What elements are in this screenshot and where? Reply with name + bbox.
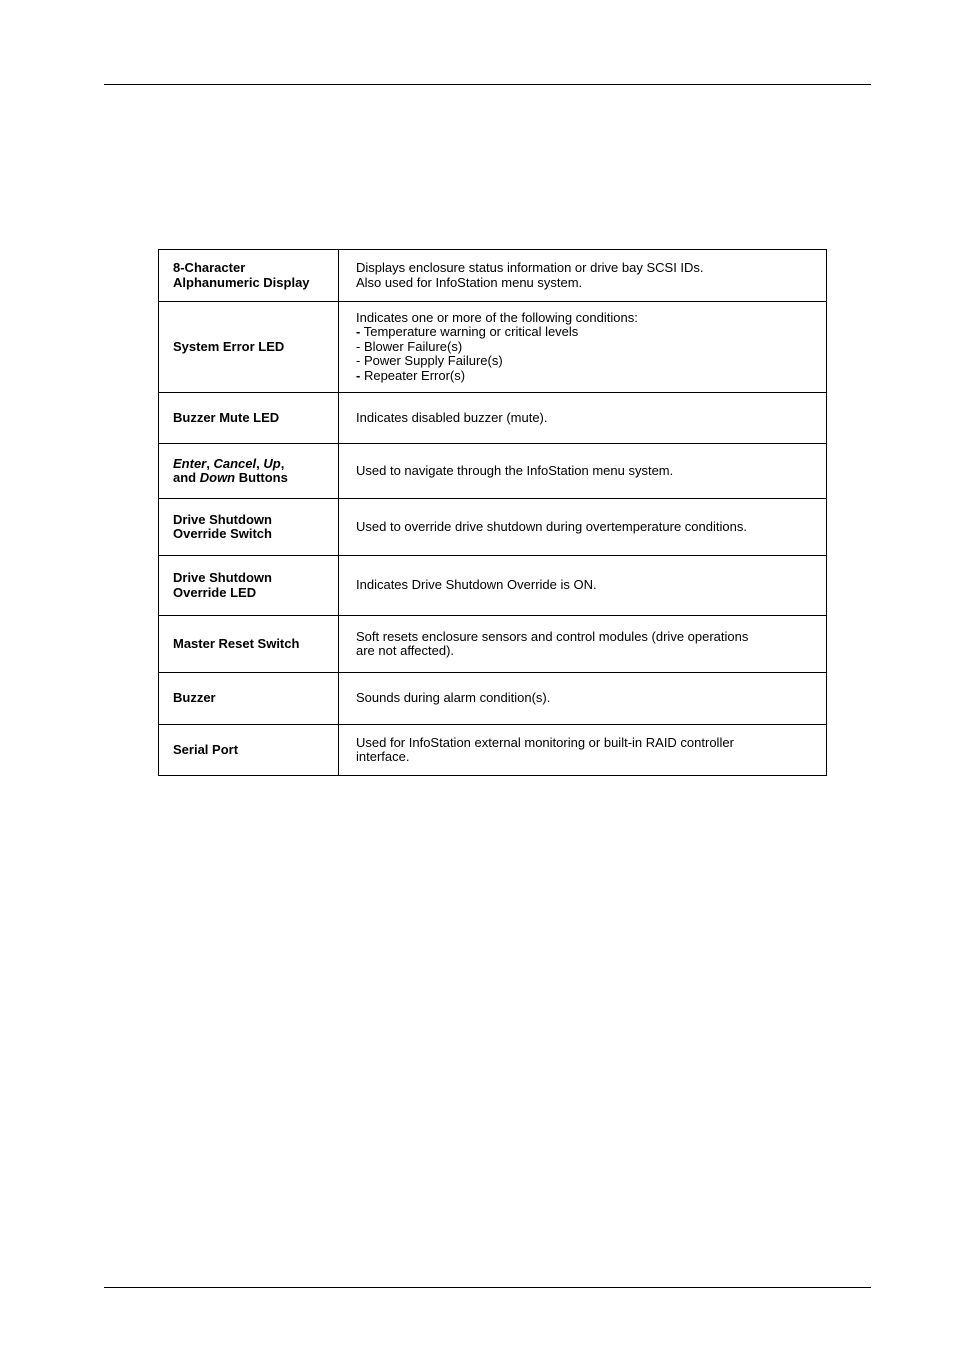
feature-name-text: ,: [206, 455, 214, 471]
footer-rule: [104, 1287, 871, 1288]
feature-name-text: and: [173, 470, 200, 485]
feature-name-text: Serial Port: [173, 741, 239, 757]
feature-name-text: 8-Character: [173, 260, 246, 275]
feature-name-text: Alphanumeric Display: [173, 274, 310, 290]
description-text: interface.: [356, 749, 410, 764]
feature-name-cell: [159, 673, 339, 725]
description-text: - Blower Failure(s): [356, 338, 463, 354]
description-text: Sounds during alarm condition(s).: [356, 690, 551, 706]
feature-description-cell: [339, 725, 827, 776]
feature-name-cell: [159, 616, 339, 673]
description-line: [356, 354, 818, 369]
feature-name-text: Buttons: [235, 470, 288, 485]
table-row: [159, 499, 827, 556]
feature-name-text: Up: [263, 455, 281, 471]
description-line: [356, 311, 818, 326]
feature-name-text: System Error LED: [173, 338, 285, 354]
feature-description-cell: [339, 499, 827, 556]
table-row: [159, 725, 827, 776]
description-line: [356, 340, 818, 355]
description-line: [356, 644, 818, 659]
description-line: [356, 578, 818, 593]
description-text: Used for InfoStation external monitoring or built-in RAID controller: [356, 734, 734, 750]
description-line: [356, 261, 818, 276]
description-text: Also used for InfoStation menu system.: [356, 274, 583, 290]
description-text: Indicates one or more of the following conditions:: [356, 309, 638, 325]
description-line: [356, 325, 818, 340]
description-line: [356, 276, 818, 291]
feature-name-text: Buzzer: [173, 690, 216, 706]
description-text: - Power Supply Failure(s): [356, 353, 503, 369]
description-text: Temperature warning or critical levels: [360, 324, 579, 340]
description-text: Indicates Drive Shutdown Override is ON.: [356, 577, 597, 593]
description-line: [356, 736, 818, 751]
description-text: Used to navigate through the InfoStation menu system.: [356, 462, 674, 478]
table-row: [159, 673, 827, 725]
feature-description-cell: [339, 393, 827, 444]
feature-description-cell: [339, 302, 827, 393]
bullet-dash: -: [356, 367, 361, 383]
table-row: [159, 616, 827, 673]
bullet-dash: -: [356, 324, 361, 340]
feature-description-cell: [339, 616, 827, 673]
feature-description-cell: [339, 673, 827, 725]
description-line: [356, 464, 818, 479]
description-text: Indicates disabled buzzer (mute).: [356, 409, 548, 425]
table-row: [159, 302, 827, 393]
table-row: [159, 444, 827, 499]
description-text: are not affected).: [356, 643, 455, 658]
feature-description-cell: [339, 444, 827, 499]
feature-name-text: ,: [280, 455, 285, 471]
feature-description-cell: [339, 250, 827, 302]
description-line: [356, 411, 818, 426]
description-text: Used to override drive shutdown during overtemperature conditions.: [356, 518, 747, 534]
feature-name-cell: [159, 250, 339, 302]
feature-name-cell: [159, 725, 339, 776]
header-rule: [104, 84, 871, 85]
description-text: Repeater Error(s): [360, 367, 466, 383]
feature-name-cell: [159, 444, 339, 499]
description-line: [356, 691, 818, 706]
feature-name-text: Cancel: [213, 455, 257, 471]
table-row: [159, 393, 827, 444]
description-text: Displays enclosure status information or drive bay SCSI IDs.: [356, 260, 704, 275]
feature-name-text: Override LED: [173, 584, 257, 600]
feature-name-cell: [159, 499, 339, 556]
table-row: [159, 556, 827, 616]
description-line: [356, 369, 818, 384]
feature-name-cell: [159, 393, 339, 444]
feature-description-cell: [339, 556, 827, 616]
feature-name-text: Buzzer Mute LED: [173, 409, 280, 425]
feature-name-cell: [159, 556, 339, 616]
front-panel-features-table: [158, 249, 827, 776]
table-row: [159, 250, 827, 302]
description-line: [356, 630, 818, 645]
description-text: Soft resets enclosure sensors and control modules (drive operations: [356, 628, 749, 644]
feature-name-text: Master Reset Switch: [173, 635, 300, 651]
feature-name-text: Drive Shutdown: [173, 511, 272, 527]
feature-name-text: Override Switch: [173, 526, 272, 541]
description-line: [356, 750, 818, 765]
feature-name-text: Down: [199, 470, 236, 485]
feature-name-text: Drive Shutdown: [173, 570, 272, 585]
feature-name-text: ,: [256, 455, 264, 471]
feature-name-text: Enter: [173, 455, 207, 471]
features-table-body: [159, 250, 827, 776]
description-line: [356, 520, 818, 535]
feature-name-cell: [159, 302, 339, 393]
